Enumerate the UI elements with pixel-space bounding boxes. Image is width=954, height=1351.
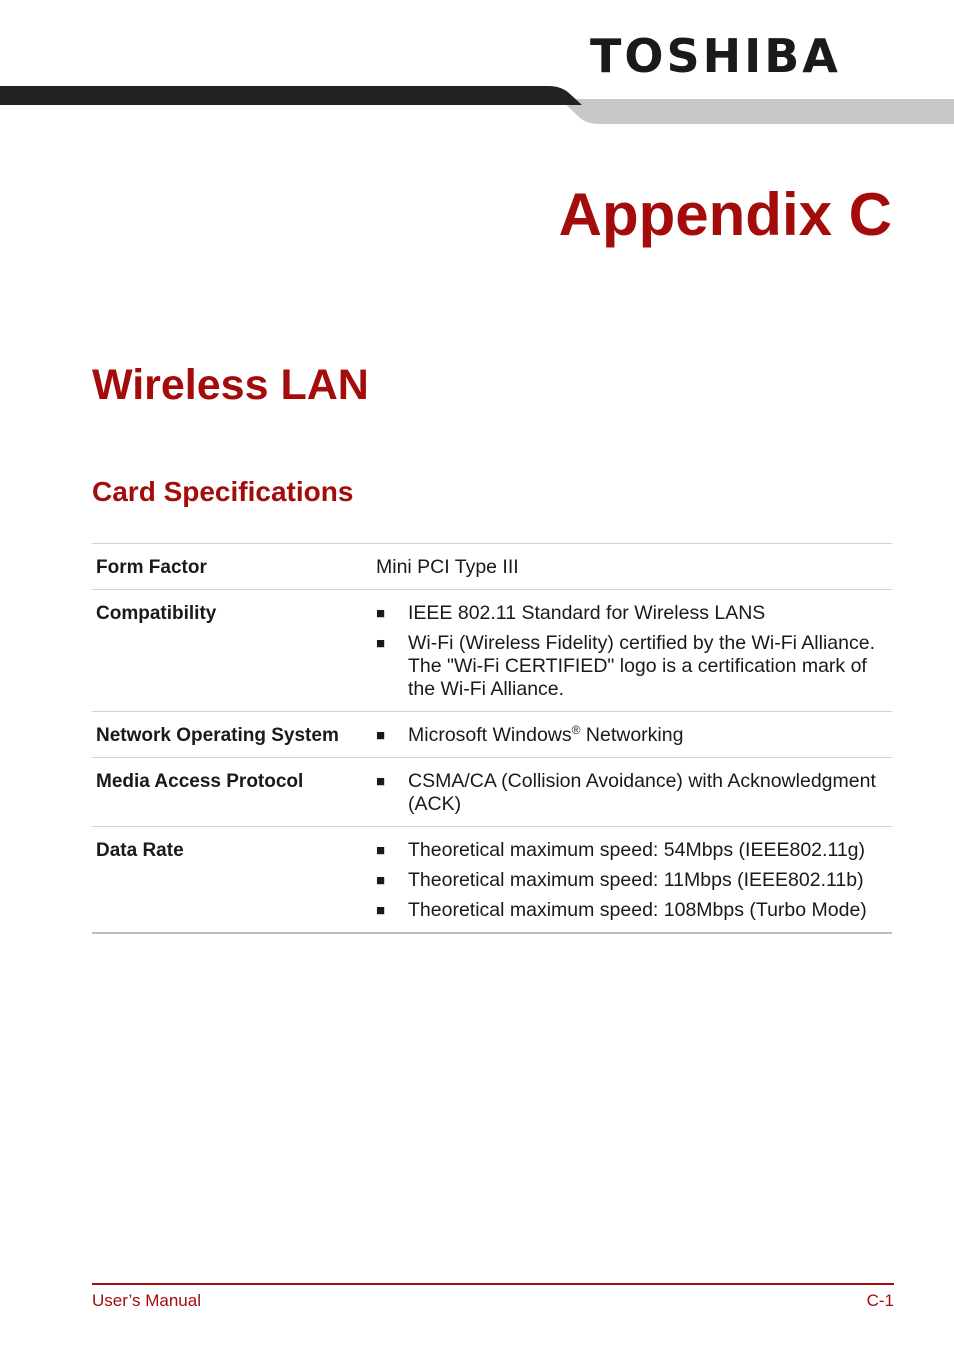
bullet-text: Theoretical maximum speed: 108Mbps (Turbo Mode) <box>408 899 867 921</box>
square-bullet-icon: ■ <box>376 635 386 652</box>
chapter-title: Appendix C <box>558 181 892 248</box>
square-bullet-icon: ■ <box>376 902 386 919</box>
header-band-dark <box>0 86 582 105</box>
spec-value: Mini PCI Type III <box>376 556 519 578</box>
spec-label: Media Access Protocol <box>96 771 304 792</box>
spec-row-network-os <box>92 712 892 758</box>
header-band <box>0 82 954 132</box>
bullet-item <box>376 869 892 892</box>
spec-label: Compatibility <box>96 603 217 624</box>
networking-text: Networking <box>580 724 684 746</box>
bullet-item <box>376 632 892 701</box>
bullet-item <box>376 770 892 816</box>
windows-text: Microsoft Windows <box>408 724 572 746</box>
bullet-item <box>376 602 892 625</box>
square-bullet-icon: ■ <box>376 605 386 622</box>
bullet-text <box>408 724 892 747</box>
spec-row-data-rate <box>92 827 892 934</box>
spec-label: Form Factor <box>96 557 207 578</box>
spec-row-compatibility <box>92 590 892 712</box>
spec-table <box>92 543 892 934</box>
header-band-light <box>560 99 954 124</box>
spec-row-form-factor <box>92 544 892 590</box>
spec-value <box>376 602 892 701</box>
footer-rule <box>92 1283 894 1285</box>
bullet-item <box>376 724 892 747</box>
bullet-item <box>376 839 892 862</box>
bullet-text: Theoretical maximum speed: 54Mbps (IEEE802.11g) <box>408 839 866 861</box>
toshiba-logo: TOSHIBA <box>590 29 841 83</box>
section-title: Wireless LAN <box>92 361 369 409</box>
square-bullet-icon: ■ <box>376 872 386 889</box>
spec-row-media-access <box>92 758 892 827</box>
bullet-text: Theoretical maximum speed: 11Mbps (IEEE802.11b) <box>408 869 864 891</box>
spec-value <box>376 724 892 747</box>
page-number: C-1 <box>866 1291 894 1310</box>
footer-manual-label: User’s Manual <box>92 1291 201 1310</box>
spec-label: Data Rate <box>96 840 184 861</box>
bullet-text: IEEE 802.11 Standard for Wireless LANS <box>408 602 766 624</box>
square-bullet-icon: ■ <box>376 727 386 744</box>
bullet-text: CSMA/CA (Collision Avoidance) with Acknowledgment (ACK) <box>408 770 876 815</box>
square-bullet-icon: ■ <box>376 842 386 859</box>
subsection-title: Card Specifications <box>92 476 354 507</box>
spec-label: Network Operating System <box>96 725 339 746</box>
square-bullet-icon: ■ <box>376 773 386 790</box>
bullet-text: Wi-Fi (Wireless Fidelity) certified by the Wi-Fi Alliance. The "Wi-Fi CERTIFIED" logo is a certification mark of the Wi-Fi Alliance. <box>408 632 875 700</box>
registered-mark: ® <box>571 723 581 737</box>
spec-value <box>376 839 892 922</box>
spec-value <box>376 770 892 816</box>
bullet-item <box>376 899 892 922</box>
